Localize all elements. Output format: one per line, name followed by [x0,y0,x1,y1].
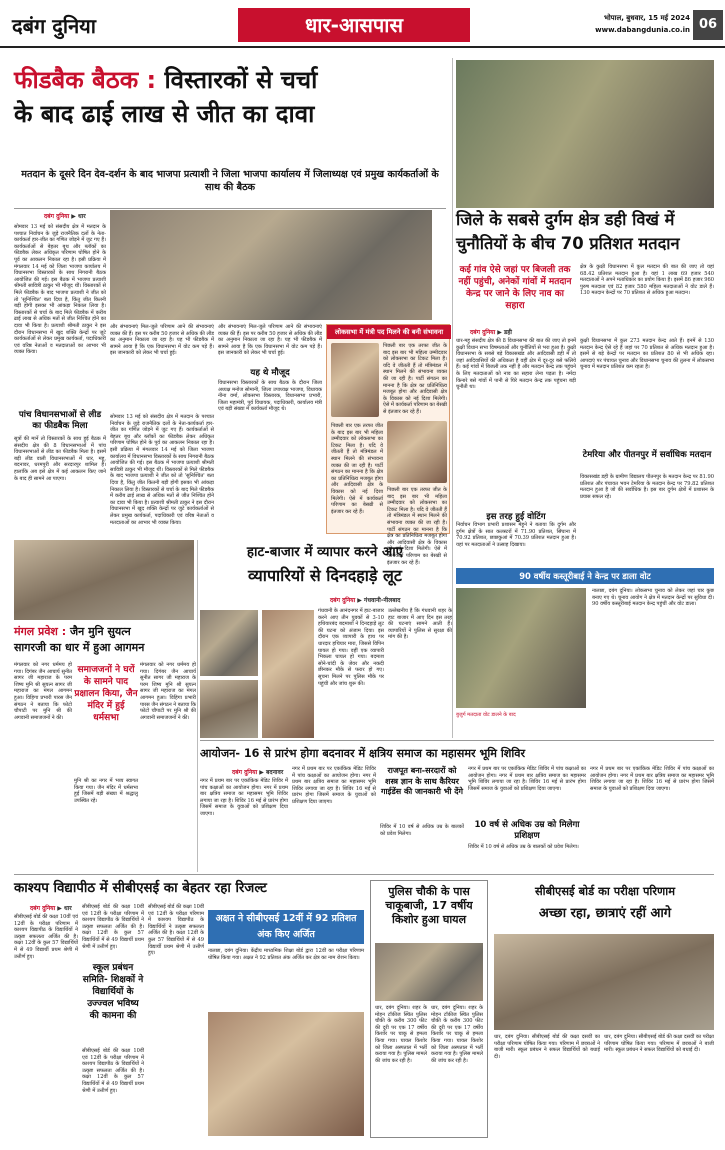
kshatriya-body-col4b: शिविर में 10 वर्ष से अधिक उम्र के बालकों को प्रवेश मिलेगा। [468,844,579,850]
jain-photo [14,540,194,620]
jain-title-line2: सागरजी का धार में हुआ आगमन [14,641,145,654]
lead-body-col2b: सोमवार 13 मई को संसदीय क्षेत्र में मतदान के पश्चात निर्वाचन के जुड़े राजनैतिक दलों के नेता-कार्यकर्ता हार-जीत का गणित जोड़ने में जुट गए हैं। कार्यकर्ताओं से बेहतर बूथ और ब्लॉकों का फीडबैक लेकर अधिकृत परिणाम घोषित होने के पूर्व का आकलन निकाल रहा है। इसी प्रक्रिया में मंगलवार 14 मई को जिला भाजपा कार्यालय में विधानसभा विस्तारकों के साथ निगरानी बैठक आयोजित की गई। इस बैठक में भाजपा प्रत्याशी श्रीमती सावित्री ठाकुर भी मौजूद थीं। विस्तारकों से मिले फीडबैक के बाद भाजपा प्रत्याशी ने जीत को तो 'सुनिश्चित' बता दिया है, किंतु जीत कितनी बड़ी होगी इसका भी आंकड़ा निकाल लिया है। विस्तारकों से चर्चा के बाद मिले फीडबैक में करीब ढाई लाख से अधिक मतों से जीत निश्चित होने का दावा भी किया है। प्रत्याशी श्रीमती ठाकुर ने इस दौरान विधानसभा में खुद शक्ति केन्द्रों पर जुटे कार्यकर्ताओं से लेकर प्रमुख कार्यकर्ता, पदाधिकारी एवं वरिष्ठ नेताओं व मतदाताओं का आभार भी व्यक्त किया। [110,414,215,526]
byline-place: गंधवानी-नीलबाद [363,597,401,604]
kasturba-caption: बुजुर्ग मतदाता वोट डालने के बाद [456,712,516,718]
dahi-subhead-2: टेमरिया और पीतनपुर में सर्वाधिक मतदान [582,450,712,460]
kashyap-body-col2b: सीबीएसई बोर्ड की कक्षा 10वीं एवं 12वीं के परीक्षा परिणाम में काश्यप विद्यापीठ के विद्यार्थियों ने उत्कृष्ट सफलता अर्जित की है। कक्षा 12वीं के कुल 57 विद्यार्थियों में से 49 विद्यार्थी प्रथम श्रेणी में उत्तीर्ण हुए। [82,1048,144,1094]
kshatriya-title: आयोजन- 16 से प्रारंभ होगा बदनावर में क्षत्रिय समाज का महासमर भूमि शिविर [200,747,526,760]
cbse-title-line1: सीबीएसई बोर्ड का परीक्षा परिणाम [534,884,676,898]
page-number: 06 [693,10,723,40]
dahi-body-col2c: विकासखंड डही के ग्रामीण विद्यालय पीतनपुर के मतदान केन्द्र पर 81.90 प्रतिशत और पंचायत भवन टेमरिया के मतदान केन्द्र पर 79.82 प्रतिशत मतदान हुआ है जो की सर्वाधिक है। इस बार दुर्गम क्षेत्रों में प्रशासन के प्रयास सफल रहे। [580,474,714,500]
lead-subhead-1: पांच विधानसभाओं से लीड का फीडबैक मिला [18,410,102,431]
dahi-body-col1b: निर्वाचन विभाग प्रभारी प्रशासन मेहूने ने बताया कि दुर्गम और दुर्गम क्षेत्रों के सात कलस्टरों में 71.90 प्रतिशत, सिंघाना में 70.92 प्रतिशत, छाछकुआं में 70.39 प्रतिशत मतदान हुआ है। यहां पर मतदाताओं ने उत्साह दिखाया। [456,522,576,548]
dahi-title-line1: जिले के सबसे दुर्गम क्षेत्र डही विखं में [456,210,675,229]
jain-title-line1 [14,624,196,640]
kashyap-body-col2: सीबीएसई बोर्ड की कक्षा 10वीं एवं 12वीं के परीक्षा परिणाम में काश्यप विद्यापीठ के विद्यार्थियों ने उत्कृष्ट सफलता अर्जित की है। कक्षा 12वीं के कुल 57 विद्यार्थियों में से 49 विद्यार्थी प्रथम श्रेणी में उत्तीर्ण हुए। [82,904,144,950]
kshatriya-subhead: 10 वर्ष से अधिक उम्र को मिलेगा प्रशिक्षण [474,820,580,841]
kshatriya-body-col1: नगर में प्रथम बार पर एकांकिक मेडिट शिविर में पांच कक्षाओं का आयोजन होगा। नगर में प्रथम बार क्षत्रिय समाज का महासमर भूमि शिविर लगाया जा रहा है। शिविर 16 मई से प्रारंभ होगा जिसमें समाज के युवाओं को प्रशिक्षण दिया जाएगा। [200,778,288,817]
byline-place: धार [77,213,86,220]
loksabha-box-text3: पिछली बार एक तरफा जीत के बाद इस बार भी महिला उम्मीदवार को लोकसभा का टिकट मिला है। यदि वे जीतती हैं तो मंत्रिमंडल में स्थान मिलने की संभावना व्यक्त की जा रही है। पार्टी संगठन का मानना है कि क्षेत्र का प्रतिनिधित्व मजबूत होगा और आदिवासी क्षेत्र के विकास को नई दिशा मिलेगी। ऐसे में कार्यकर्ता परिणाम का बेसब्री से इंतजार कर रहे हैं। [387,487,447,566]
kasturba-text: नालछा, दबंग दुनिया। लोकसभा चुनाव को लेकर जहां चार कुछ बनाए गए थे। चुनाव आयोग ने क्षेत्र में मतदान केन्द्रों पर सुविधा दी। 90 वर्षीय कस्तूरीबाई मतदान केन्द्र पहुंचीं और वोट डाला। [592,588,714,608]
kashyap-title: काश्यप विद्यापीठ में सीबीएसई का बेहतर रहा रिजल्ट [14,881,267,896]
cbse-body-col1: धार, दबंग दुनिया। सीबीएसई बोर्ड की कक्षा दसवीं का परीक्षा परिणाम घोषित किया गया। परिणाम में छात्राओं ने बाजी मारी। स्कूल प्रबंधन ने सफल विद्यार्थियों को बधाई दी। [494,1034,600,1060]
lead-title-line1 [14,64,446,96]
cbse-photo [494,934,714,1030]
lead-subhead-2: यह थे मौजूद [250,368,290,378]
byline-brand: दबंग दुनिया [470,329,496,336]
byline-place: बदनावर [265,769,284,776]
police-text: धार, दबंग दुनिया। शहर के मोहन टॉकीज स्थित पुलिस चौकी के करीब 300 फीट की दूरी पर एक 17 वर्षीय किशोर पर चाकू से हमला किया गया। घायल किशोर को जिला अस्पताल में भर्ती कराया गया है। पुलिस मामले की जांच कर रही है। [375,1005,427,1064]
lead-byline: दबंग दुनिया ▶ धार [44,213,86,220]
masthead [0,0,725,48]
byline-brand: दबंग दुनिया [232,769,258,776]
police-photo [375,943,483,1001]
byline-place: डही [503,329,512,336]
kshatriya-side-title: राजपूत बना-सरदारों को शस्त्र ज्ञान के साथ कैरियर गाईडेंस की जानकारी भी देंगे [380,766,463,797]
akshat-box [208,910,364,1138]
haat-title-line2: व्यापारियों से दिनदहाड़े लूट [248,566,402,585]
loksabha-box-text2: पिछली बार एक तरफा जीत के बाद इस बार भी महिला उम्मीदवार को लोकसभा का टिकट मिला है। यदि वे जीतती हैं तो मंत्रिमंडल में स्थान मिलने की संभावना व्यक्त की जा रही है। पार्टी संगठन का मानना है कि क्षेत्र का प्रतिनिधित्व मजबूत होगा और आदिवासी क्षेत्र के विकास को नई दिशा मिलेगी। ऐसे में कार्यकर्ता परिणाम का बेसब्री से इंतजार कर रहे हैं। [331,423,383,515]
jain-title-red: मंगल प्रवेश : [14,625,67,638]
lead-title-block [14,64,446,166]
byline-brand: दबंग दुनिया [330,597,356,604]
dahi-deck: कई गांव ऐसे जहां पर बिजली तक नहीं पहुंची, अनेकों गांवों में मतदान केन्द्र पर जाने के लिए नाव का सहारा [458,265,572,311]
jain-title-rest: जैन मुनि सुयत्न [70,625,131,638]
haat-title-line1: हाट-बाजार में व्यापार करने आए [246,545,404,560]
dahi-body-col2: क्षेत्र के कुक्षी विधानसभा में कुल मतदान की बात की जाए तो यहां 68.42 प्रतिशत मतदान हुआ है। यहां 1 लाख 69 हजार 540 मतदाताओं ने अपने मताधिकार का प्रयोग किया है। इसमें 86 हजार 960 पुरुष मतदाता एवं 82 हजार 580 महिला मतदाताओं ने वोट डाले हैं। 130 मतदान केन्द्रों पर 70 प्रतिशत से अधिक हुआ मतदान। [580,264,714,297]
dahi-photo [456,60,714,208]
brand-logo: दबंग दुनिया [12,14,96,38]
kshatriya-byline: दबंग दुनिया ▶ बदनावर [232,769,284,776]
row-divider-1 [200,740,714,741]
kshatriya-side-text: शिविर में 10 वर्ष से अधिक उम्र के बालकों को प्रवेश मिलेगा। [380,824,464,837]
byline-place: धार [63,905,72,912]
lead-body-col3: और संभावनाएं मिल-जुले परिणाम आने की संभावनाएं व्यक्त की हैं। इस पर करीब 50 हजार से अधिक की लीड का अनुमान निकाला जा रहा है। यह भी फीडबैक में सामने आया है कि एक विधानसभा में वोट कम पड़े हैं। इस जानकारी को लेकर भी चर्चा हुई। [218,324,322,357]
byline-brand: दबंग दुनिया [44,213,70,220]
lead-body-col2: और संभावनाएं मिल-जुले परिणाम आने की संभावनाएं व्यक्त की हैं। इस पर करीब 50 हजार से अधिक की लीड का अनुमान निकाला जा रहा है। यह भी फीडबैक में सामने आया है कि एक विधानसभा में वोट कम पड़े हैं। इस जानकारी को लेकर भी चर्चा हुई। [110,324,214,357]
kasturba-title: 90 वर्षीय कस्तूरीबाई ने केन्द्र पर डाला वोट [456,568,714,584]
loksabha-box-text: पिछली बार एक तरफा जीत के बाद इस बार भी महिला उम्मीदवार को लोकसभा का टिकट मिला है। यदि वे जीतती हैं तो मंत्रिमंडल में स्थान मिलने की संभावना व्यक्त की जा रही है। पार्टी संगठन का मानना है कि क्षेत्र का प्रतिनिधित्व मजबूत होगा और आदिवासी क्षेत्र के विकास को नई दिशा मिलेगी। ऐसे में कार्यकर्ता परिणाम का बेसब्री से इंतजार कर रहे हैं। [383,343,447,415]
kashyap-body-col3: सीबीएसई बोर्ड की कक्षा 10वीं एवं 12वीं के परीक्षा परिणाम में काश्यप विद्यापीठ के विद्यार्थियों ने उत्कृष्ट सफलता अर्जित की है। कक्षा 12वीं के कुल 57 विद्यार्थियों में से 49 विद्यार्थी प्रथम श्रेणी में उत्तीर्ण हुए। [148,904,204,957]
dahi-title [456,208,716,262]
lead-divider [14,208,446,209]
col-rule-2 [197,540,198,872]
dahi-body-col1: धार-महू संसदीय क्षेत्र की 8 विधानसभा की बात की जाए तो इनमें कुक्षी विधान सभा विषमताओं और चुनौतियों से भरा हुआ है। कुक्षी विधानसभा के सबसे बड़े विकासखंड और आदिवासी डही में तो जहां आदिवासियों की अधिकता है वहीं क्षेत्र में दूर-दूर बसे फलिये हैं। कई गांवों में बिजली तक नहीं है और मतदान केन्द्र तक पहुंचने के लिए मतदाताओं को नाव का सहारा लेना पड़ता है। नर्मदा किनारे बसे गांवों में पानी से घिरे मतदान केन्द्र तक पहुंचना बड़ी चुनौती था। [456,338,576,391]
lead-deck: मतदान के दूसरे दिन देव-दर्शन के बाद भाजपा प्रत्याशी ने जिला भाजपा कार्यालय में जिलाध्यक्ष एवं प्रमुख कार्यकर्ताओं के साथ की बैठक [21,169,439,193]
cbse-body-col2: धार, दबंग दुनिया। सीबीएसई बोर्ड की कक्षा दसवीं का परीक्षा परिणाम घोषित किया गया। परिणाम में छात्राओं ने बाजी मारी। स्कूल प्रबंधन ने सफल विद्यार्थियों को बधाई दी। [604,1034,714,1054]
lead-title-rest: विस्तारकों से चर्चा [164,66,318,94]
lead-body-col3b: विधानसभा विस्तारकों के साथ बैठक के दौरान जिला अध्यक्ष मनोज सोमानी, जिला उपाध्यक्ष भाजपा, विधायक नीना वर्मा, लोकसभा विस्तारक, विधानसभा प्रभारी, जिला महामंत्री, पूर्व विधायक, पदाधिकारी, कार्यालय मंत्री एवं बड़ी संख्या में कार्यकर्ता मौजूद थे। [218,380,322,413]
cbse-title-line2: अच्छा रहा, छात्राएं रहीं आगे [538,906,672,921]
police-title: पुलिस चौकी के पास चाकूबाजी, 17 वर्षीय किशोर हुआ घायल [385,885,473,926]
jain-title [14,624,196,660]
col-rule-1 [452,58,453,738]
jain-subhead: समाजजनों ने घरों के सामने पाद प्रक्षालन किया, जैन मंदिर में हुई धर्मसभा [74,665,138,723]
haat-photo-1 [200,610,258,676]
jain-body-col3: मंगलवार को नगर धर्ममय हो गया। दिगंबर जैन आचार्य सुनीत सागर जी महाराज के परम शिष्य मुनि श्री सुयत्न सागर जी महाराज का मंगल आगमन हुआ। विहिगा प्रभारी पारस जैन संगठन ने बताया कि फोटो चौपाटी पर मुनि श्री की अगवानी समाजजनों ने की। [140,662,197,721]
police-text2: धार, दबंग दुनिया। शहर के मोहन टॉकीज स्थित पुलिस चौकी के करीब 300 फीट की दूरी पर एक 17 वर्षीय किशोर पर चाकू से हमला किया गया। घायल किशोर को जिला अस्पताल में भर्ती कराया गया है। पुलिस मामले की जांच कर रही है। [431,1005,483,1064]
loksabha-box [326,324,450,566]
website[interactable]: www.dabangdunia.co.in [595,26,690,34]
cbse-title [494,880,716,930]
akshat-text: नालछा, दबंग दुनिया। केंद्रीय माध्यमिक शिक्षा बोर्ड द्वारा 12वीं का परीक्षा परिणाम घोषित किया गया। अक्षत ने 92 प्रतिशत अंक अर्जित कर क्षेत्र का नाम रोशन किया। [208,948,364,961]
byline-brand: दबंग दुनिया [30,905,56,912]
dahi-title-line2: चुनौतियों के बीच 70 प्रतिशत मतदान [456,234,680,253]
haat-body-col2: उल्लेखनीय है कि गंधवानी शहर के हाट बाजार में आए दिन इस तरह की घटनाएं सामने आती हैं। व्यापारियों ने पुलिस से सुरक्षा की मांग की है। [388,608,452,641]
row-divider-2 [14,874,714,875]
candidate-photo-left [331,343,379,417]
candidate-photo-right [387,421,447,483]
haat-photo-2 [200,680,258,738]
kshatriya-body-col5: नगर में प्रथम बार पर एकांकिक मेडिट शिविर में पांच कक्षाओं का आयोजन होगा। नगर में प्रथम बार क्षत्रिय समाज का महासमर भूमि शिविर लगाया जा रहा है। शिविर 16 मई से प्रारंभ होगा जिसमें समाज के युवाओं को प्रशिक्षण दिया जाएगा। [590,766,714,792]
haat-photo-3 [262,610,314,738]
dahi-subhead-1: इस तरह हुई वोटिंग [486,512,546,522]
lead-body-col1: सोमवार 13 मई को संसदीय क्षेत्र में मतदान के पश्चात निर्वाचन के जुड़े राजनैतिक दलों के नेता-कार्यकर्ता हार-जीत का गणित जोड़ने में जुट गए हैं। कार्यकर्ताओं से बेहतर बूथ और ब्लॉकों का फीडबैक लेकर अधिकृत परिणाम घोषित होने के पूर्व का आकलन निकाल रहा है। इसी प्रक्रिया में मंगलवार 14 मई को जिला भाजपा कार्यालय में विधानसभा विस्तारकों के साथ निगरानी बैठक आयोजित की गई। इस बैठक में भाजपा प्रत्याशी श्रीमती सावित्री ठाकुर भी मौजूद थीं। विस्तारकों से मिले फीडबैक के बाद भाजपा प्रत्याशी ने जीत को तो 'सुनिश्चित' बता दिया है, किंतु जीत कितनी बड़ी होगी इसका भी आंकड़ा निकाल लिया है। विस्तारकों से चर्चा के बाद मिले फीडबैक में करीब ढाई लाख से अधिक मतों से जीत निश्चित होने का दावा भी किया है। प्रत्याशी श्रीमती ठाकुर ने इस दौरान विधानसभा में खुद शक्ति केन्द्रों पर जुटे कार्यकर्ताओं से लेकर प्रमुख कार्यकर्ता, पदाधिकारी एवं वरिष्ठ नेताओं व मतदाताओं का आभार भी व्यक्त किया। [14,224,106,356]
loksabha-box-title: लोकसभा में मंत्री पद मिलने की बनी संभावना [327,325,451,339]
jain-body-col1: मंगलवार को नगर धर्ममय हो गया। दिगंबर जैन आचार्य सुनीत सागर जी महाराज के परम शिष्य मुनि श्री सुयत्न सागर जी महाराज का मंगल आगमन हुआ। विहिगा प्रभारी पारस जैन संगठन ने बताया कि फोटो चौपाटी पर मुनि श्री की अगवानी समाजजनों ने की। [14,662,72,721]
haat-byline: दबंग दुनिया ▶ गंधवानी-नीलबाद [330,597,401,604]
kashyap-subhead: स्कूल प्रबंधन समिति- शिक्षकों ने विद्यार्थियों के उज्ज्वल भविष्य की कामना की [82,963,144,1021]
kshatriya-body-col4: नगर में प्रथम बार पर एकांकिक मेडिट शिविर में पांच कक्षाओं का आयोजन होगा। नगर में प्रथम बार क्षत्रिय समाज का महासमर भूमि शिविर लगाया जा रहा है। शिविर 16 मई से प्रारंभ होगा जिसमें समाज के युवाओं को प्रशिक्षण दिया जाएगा। [468,766,586,792]
section-banner: धार-आसपास [238,8,470,42]
kashyap-body-col1: सीबीएसई बोर्ड की कक्षा 10वीं एवं 12वीं के परीक्षा परिणाम में काश्यप विद्यापीठ के विद्यार्थियों ने उत्कृष्ट सफलता अर्जित की है। कक्षा 12वीं के कुल 57 विद्यार्थियों में से 49 विद्यार्थी प्रथम श्रेणी में उत्तीर्ण हुए। [14,914,78,960]
jain-body-col2: मुनि श्री का नगर में भव्य स्वागत किया गया। जैन मंदिर में धर्मसभा हुई जिसमें बड़ी संख्या में श्रद्धालु उपस्थित रहे। [74,778,138,804]
haat-body-col1: गंधवानी के आनंदनगर में हाट-बाजार करने आए तीन युवकों से 3-10 हथियारबंद बदमाशों ने दिनदहाड़े लूट की घटना को अंजाम दिया। इस दौरान एक व्यापारी के हाथ पर धारदार हथियार मारा, जिससे विपिन घायल हो गया। वहीं एक व्यापारी भिकला घायल हो गया। बदमाश सोने-चांदी के जेवर और नकदी छीनकर मौके से फरार हो गए। सूचना मिलने पर पुलिस मौके पर पहुंची और जांच शुरू की। [318,608,384,687]
dahi-byline: दबंग दुनिया ▶ डही [470,329,512,336]
police-box [370,880,488,1138]
akshat-photo [208,1012,364,1136]
akshat-title: अक्षत ने सीबीएसई 12वीं में 92 प्रतिशत अंक किए अर्जित [208,910,364,944]
lead-title-line2: के बाद ढाई लाख से जीत का दावा [14,100,315,128]
lead-photo-meeting [110,210,432,320]
kshatriya-body-col2: नगर में प्रथम बार पर एकांकिक मेडिट शिविर में पांच कक्षाओं का आयोजन होगा। नगर में प्रथम बार क्षत्रिय समाज का महासमर भूमि शिविर लगाया जा रहा है। शिविर 16 मई से प्रारंभ होगा जिसमें समाज के युवाओं को प्रशिक्षण दिया जाएगा। [292,766,376,805]
lead-body-col1b: सूत्रों की मानें तो विस्तारकों के साथ हुई बैठक में संसदीय क्षेत्र की 8 विधानसभाओं में पांच विधानसभाओं से लीड का फीडबैक मिला है। इसमें बड़ी लीड वाली विधानसभाओं में धार, महू, बदनावर, धरमपुरी और सरदारपुर शामिल है। हालांकि अब इसे क्षेत्र में कई आकलन किए जाने के बाद ही सामने आ पाएगा। [14,436,106,482]
date-line: भोपाल, बुधवार, 15 मई 2024 [603,14,690,22]
kasturba-photo [456,588,586,708]
lead-title-red: फीडबैक बैठक : [14,66,157,94]
kashyap-byline: दबंग दुनिया ▶ धार [30,905,72,912]
haat-title [200,542,450,592]
dahi-body-col2b: कुक्षी विधानसभा में कुल 273 मतदान केन्द्र आते हैं। इनमें से 130 मतदान केन्द्र ऐसे रहे हैं जहां पर 70 प्रतिशत से अधिक मतदान हुआ है। इसमें से बड़े केन्द्रों पर मतदान का प्रतिशत 80 से भी अधिक रहा। आपदाएं पर पंचायत चुनाव और विधानसभा चुनाव की तुलना में लोकसभा चुनाव में मतदान प्रतिशत कम रहता है। [580,338,714,371]
kasturba-box [456,568,714,738]
